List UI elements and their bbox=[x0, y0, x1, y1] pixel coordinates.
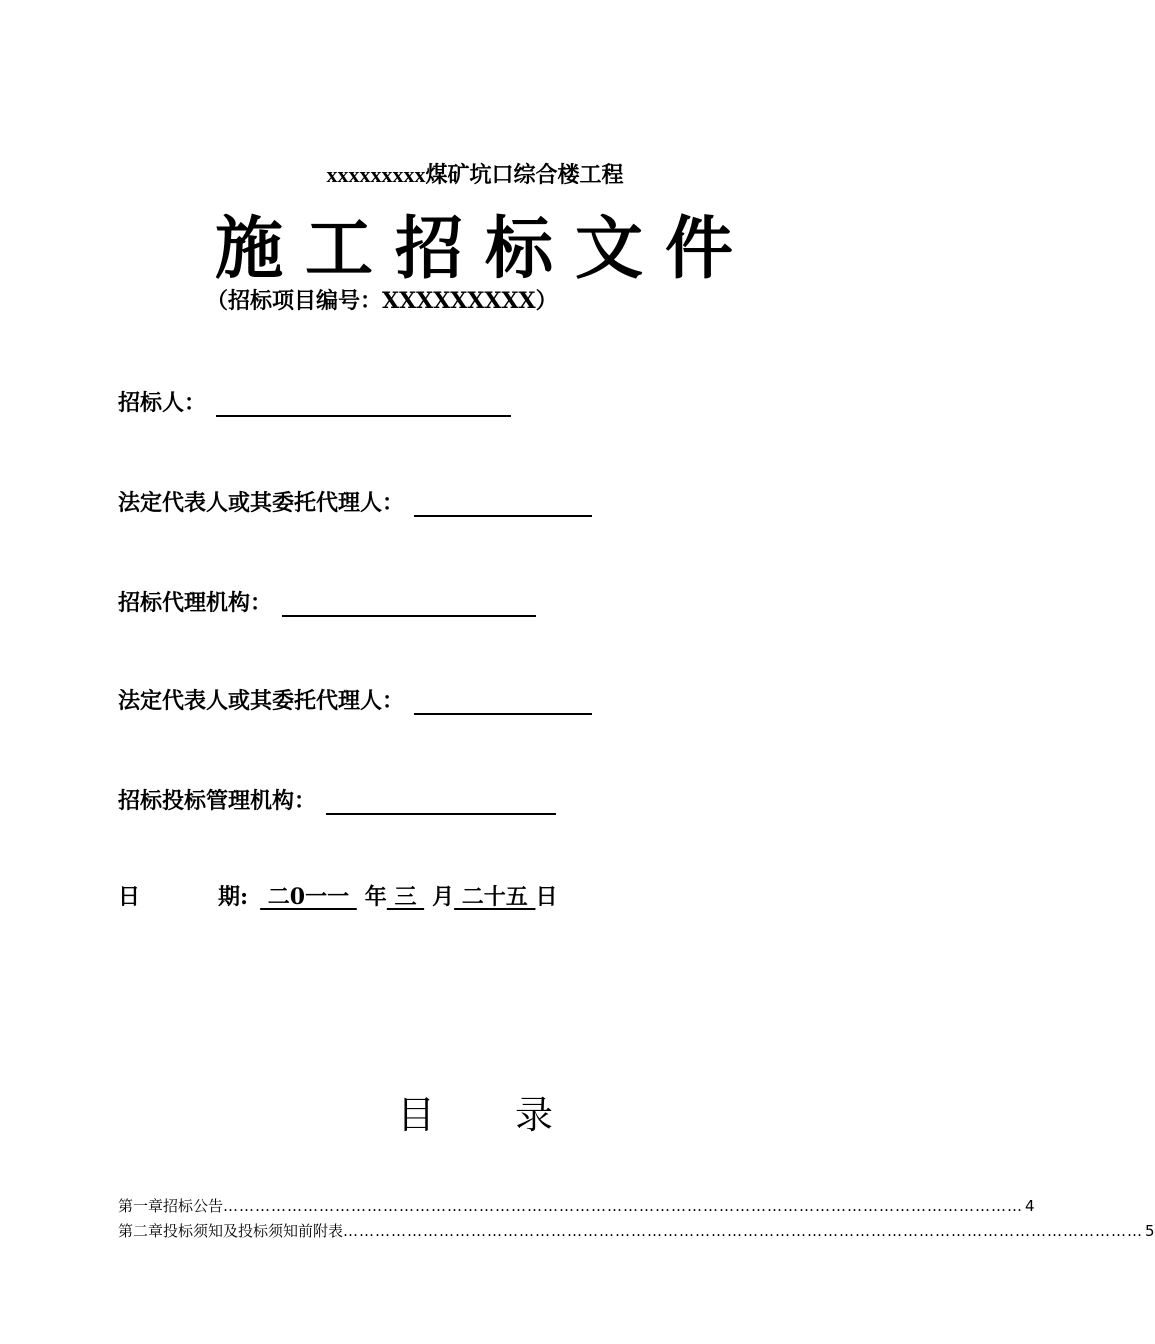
toc-chapter: 第二章 bbox=[118, 1222, 164, 1240]
field-label: 法定代表人或其委托代理人： bbox=[118, 490, 405, 516]
field-blank-line[interactable] bbox=[282, 591, 536, 617]
toc-title-a: 目 bbox=[396, 1093, 435, 1137]
document-title: 施工招标文件 bbox=[214, 209, 755, 289]
toc-entry[interactable] bbox=[118, 1220, 1155, 1241]
date-month: 三 bbox=[386, 884, 425, 910]
field-label: 招标人： bbox=[118, 390, 207, 416]
field-management-body bbox=[118, 784, 556, 815]
field-agency bbox=[118, 586, 536, 617]
toc-entry-title: 招标公告 bbox=[163, 1197, 224, 1215]
date-month-unit: 月 bbox=[432, 884, 455, 910]
date-day: 二十五 bbox=[454, 884, 536, 910]
document-subtitle bbox=[0, 158, 950, 189]
toc-leader-dots: …………………………………………………………………………………………………………………………………… bbox=[223, 1197, 1024, 1215]
field-legal-representative bbox=[118, 486, 592, 517]
date-label-qi: 期: bbox=[218, 884, 249, 910]
field-label: 招标投标管理机构： bbox=[118, 788, 317, 814]
toc-entry-title: 投标须知及投标须知前附表 bbox=[163, 1222, 344, 1240]
toc-page-number: 4 bbox=[1025, 1197, 1035, 1215]
toc-title-b: 录 bbox=[515, 1093, 554, 1137]
subtitle-code: xxxxxxxxx bbox=[326, 162, 426, 187]
toc-leader-dots: …………………………………………………………………………………………………………………………………… bbox=[343, 1222, 1144, 1240]
field-label: 法定代表人或其委托代理人： bbox=[118, 688, 405, 714]
project-number: （招标项目编号：XXXXXXXXX） bbox=[206, 288, 558, 314]
field-agency-representative bbox=[118, 684, 592, 715]
field-blank-line[interactable] bbox=[216, 391, 511, 417]
subtitle-project: 煤矿坑口综合楼工程 bbox=[425, 162, 624, 188]
field-label: 招标代理机构： bbox=[118, 590, 273, 616]
date-row bbox=[118, 880, 557, 911]
toc-chapter: 第一章 bbox=[118, 1197, 164, 1215]
toc-title bbox=[0, 1084, 950, 1139]
field-blank-line[interactable] bbox=[326, 789, 556, 815]
toc-page-number: 5 bbox=[1145, 1222, 1155, 1240]
date-year-unit: 年 bbox=[364, 884, 387, 910]
date-label-ri: 日 bbox=[118, 884, 141, 910]
date-year: 二0一一 bbox=[260, 884, 357, 910]
date-day-unit: 日 bbox=[535, 884, 558, 910]
toc-entry[interactable] bbox=[118, 1195, 1035, 1216]
field-blank-line[interactable] bbox=[414, 689, 592, 715]
field-blank-line[interactable] bbox=[414, 491, 592, 517]
field-tenderer bbox=[118, 386, 511, 417]
